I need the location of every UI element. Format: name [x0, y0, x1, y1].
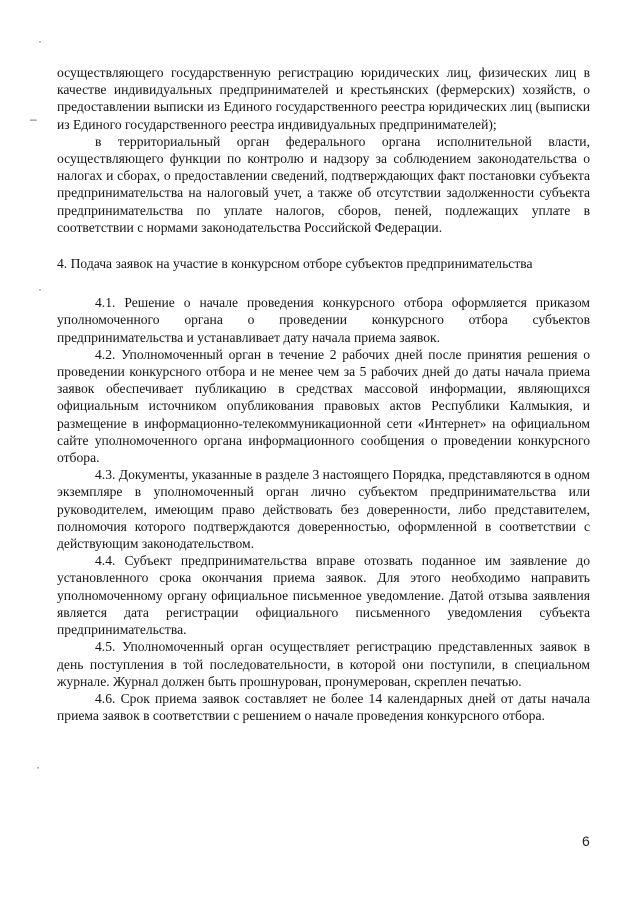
document-page: [57, 64, 590, 724]
paragraph-4-3: 4.3. Документы, указанные в разделе 3 настоящего Порядка, представляются в одном экземпляре в уполномоченный орган лично субъектом предпринимательства или руководителем, имеющим право действовать без доверенности, либо представителем, полномочия которого подтверждаются доверенностью, оформленной в соответствии с действующим законодательством.: [57, 467, 590, 552]
paragraph-4-2: 4.2. Уполномоченный орган в течение 2 рабочих дней после принятия решения о проведении конкурсного отбора и не менее чем за 5 рабочих дней до даты начала приема заявок обеспечивает публикацию в средствах массовой информации, являющихся официальным источником опубликования правовых актов Республики Калмыкия, и размещение в информационно-телекоммуникационной сети «Интернет» на официальном сайте уполномоченного органа информационного сообщения о проведении конкурсного отбора.: [57, 346, 590, 466]
scan-speck: ·: [38, 282, 42, 296]
paragraph-4-4: 4.4. Субъект предпринимательства вправе отозвать поданное им заявление до установленного срока окончания приема заявок. Для этого необходимо направить уполномоченному органу официальное письменное уведомление. Датой отзыва заявления является дата регистрации официального письменного уведомления субъекта предпринимательства.: [57, 553, 590, 638]
section-heading: 4. Подача заявок на участие в конкурсном отборе субъектов предпринимательства: [57, 256, 533, 272]
scan-speck: ·: [36, 760, 40, 774]
page-number: 6: [582, 833, 590, 849]
margin-dash: –: [30, 112, 37, 126]
paragraph-4-5: 4.5. Уполномоченный орган осуществляет регистрацию представленных заявок в день поступления в той последовательности, в которой они поступили, в специальном журнале. Журнал должен быть прошнурован, пронумерован, скреплен печатью.: [57, 639, 590, 689]
paragraph-tax-authority: в территориальный орган федерального органа исполнительной власти, осуществляющего функции по контролю и надзору за соблюдением законодательства о налогах и сборах, о предоставлении сведений, подтверждающих факт постановки субъекта предпринимательства на налоговый учет, а также об отсутствии задолженности субъекта предпринимательства по уплате налогов, сборов, пеней, подлежащих уплате в соответствии с нормами законодательства Российской Федерации.: [57, 133, 590, 235]
paragraph-4-1: 4.1. Решение о начале проведения конкурсного отбора оформляется приказом уполномоченного органа о проведении конкурсного отбора субъектов предпринимательства и устанавливает дату начала приема заявок.: [57, 295, 590, 345]
paragraph-registration-extract: осуществляющего государственную регистрацию юридических лиц, физических лиц в качестве индивидуальных предпринимателей и крестьянских (фермерских) хозяйств, о предоставлении выписки из Единого государственного реестра юридических лиц (выписки из Единого государственного реестра индивидуальных предпринимателей);: [57, 65, 590, 132]
scan-speck: ·: [38, 34, 42, 48]
paragraph-4-6: 4.6. Срок приема заявок составляет не более 14 календарных дней от даты начала приема заявок в соответствии с решением о начале проведения конкурсного отбора.: [57, 690, 590, 724]
